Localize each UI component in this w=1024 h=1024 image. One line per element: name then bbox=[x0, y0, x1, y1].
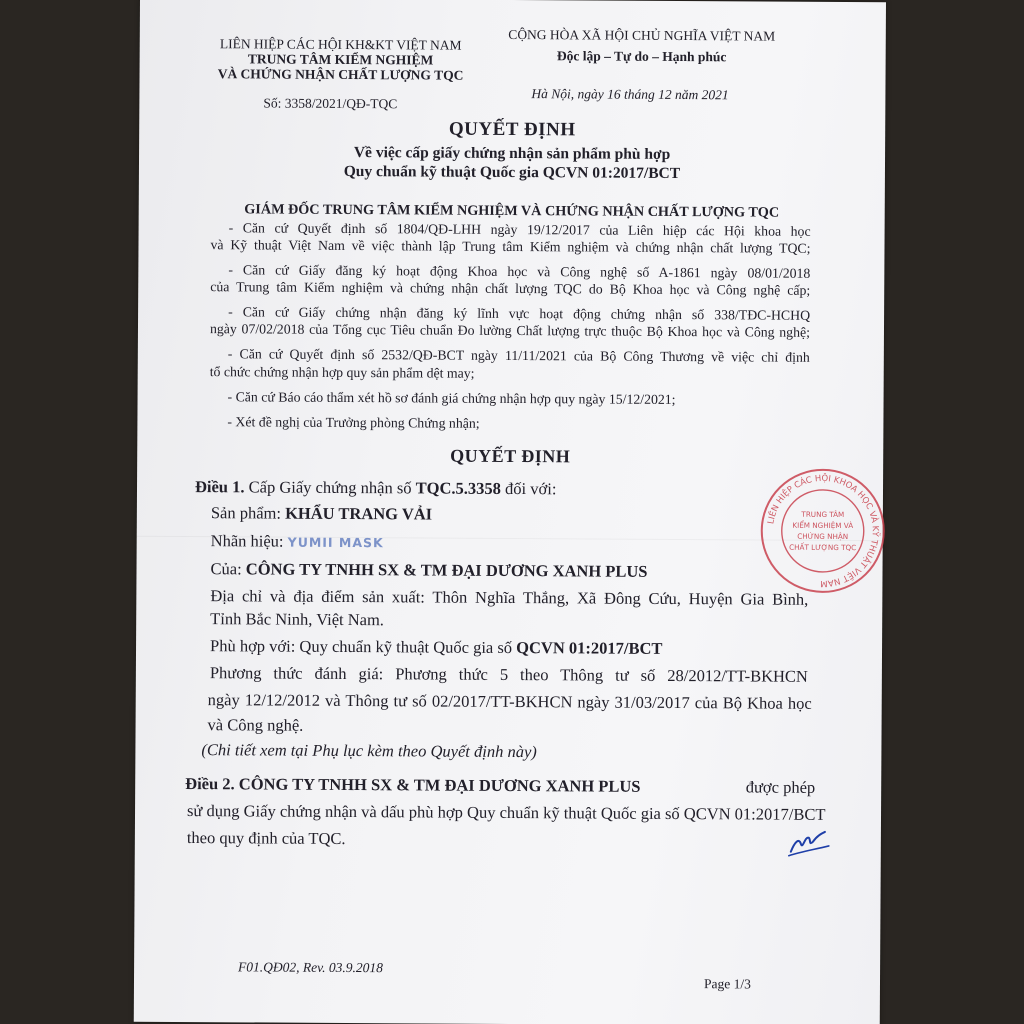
stamp-inner-line1: TRUNG TÂM bbox=[801, 509, 845, 520]
certificate-number: TQC.5.3358 bbox=[415, 478, 502, 498]
document-number: Số: 3358/2021/QĐ-TQC bbox=[263, 95, 398, 112]
article-2-line1-end: được phép bbox=[745, 777, 816, 797]
stamp-ring-text: LIÊN HIỆP CÁC HỘI KHOA HỌC VÀ KỸ THUẬT VIỆT NAM bbox=[766, 473, 880, 588]
org-name-line1: TRUNG TÂM KIỂM NGHIỆM bbox=[247, 51, 434, 68]
stamp-inner-line3: CHỨNG NHẬN bbox=[797, 531, 849, 542]
article-1-label: Điều 1. bbox=[194, 477, 245, 497]
basis-3-line1: - Căn cứ Giấy chứng nhận đăng ký lĩnh vực hoạt động chứng nhận số 338/TĐC-HCHQ bbox=[228, 304, 811, 323]
basis-5: - Căn cứ Báo cáo thẩm xét hồ sơ đánh giá chứng nhận hợp quy ngày 15/12/2021; bbox=[227, 389, 676, 408]
basis-6: - Xét đề nghị của Trưởng phòng Chứng nhận; bbox=[227, 414, 480, 431]
article-2-line1 bbox=[185, 774, 815, 798]
article-2-company: CÔNG TY TNHH SX & TM ĐẠI DƯƠNG XANH PLUS bbox=[234, 774, 641, 796]
basis-3-line2: ngày 07/02/2018 của Tổng cục Tiêu chuẩn Đo lường Chất lượng trực thuộc Bộ Khoa học và Công nghệ; bbox=[209, 321, 811, 340]
method-line1: Phương thức đánh giá: Phương thức 5 theo Thông tư số 28/2012/TT-BKHCN bbox=[209, 663, 808, 686]
document-subtitle-line2: Quy chuẩn kỹ thuật Quốc gia QCVN 01:2017/BCT bbox=[343, 162, 681, 183]
address-line2: Tỉnh Bắc Ninh, Việt Nam. bbox=[210, 609, 385, 630]
decision-page bbox=[134, 0, 886, 1024]
brand-logo: YUMII MASK bbox=[287, 534, 384, 551]
article-2-label: Điều 2. bbox=[185, 774, 235, 794]
stamp-outer-ring bbox=[761, 470, 884, 593]
product-label: Sản phẩm: bbox=[210, 503, 286, 523]
brand-line bbox=[211, 531, 384, 552]
stamp-inner-line2: KIỂM NGHIỆM VÀ bbox=[792, 520, 854, 531]
basis-2-line1: - Căn cứ Giấy đăng ký hoạt động Khoa học và Công nghệ số A-1861 ngày 08/01/2018 bbox=[228, 262, 811, 281]
form-code: F01.QĐ02, Rev. 03.9.2018 bbox=[238, 959, 383, 976]
appendix-note: (Chi tiết xem tại Phụ lục kèm theo Quyết định này) bbox=[201, 740, 537, 762]
method-line2: ngày 12/12/2012 và Thông tư số 02/2017/TT-BKHCN ngày 31/03/2017 của Bộ Khoa học bbox=[207, 690, 812, 713]
brand-label: Nhãn hiệu: bbox=[210, 531, 288, 551]
owner-name: CÔNG TY TNHH SX & TM ĐẠI DƯƠNG XANH PLUS bbox=[245, 559, 648, 581]
product-line bbox=[211, 503, 432, 524]
stamp-inner-ring bbox=[782, 490, 864, 572]
article-1-text: Cấp Giấy chứng nhận số bbox=[244, 477, 416, 498]
tqc-stamp bbox=[758, 467, 887, 596]
page-number: Page 1/3 bbox=[703, 976, 751, 992]
national-motto: Độc lập – Tự do – Hạnh phúc bbox=[556, 48, 727, 65]
product-name: KHẨU TRANG VẢI bbox=[285, 503, 433, 524]
document-title: QUYẾT ĐỊNH bbox=[448, 118, 576, 141]
national-title: CỘNG HÒA XÃ HỘI CHỦ NGHĨA VIỆT NAM bbox=[508, 26, 776, 44]
org-parent: LIÊN HIỆP CÁC HỘI KH&KT VIỆT NAM bbox=[219, 36, 462, 53]
article-2-line3: theo quy định của TQC. bbox=[186, 828, 346, 848]
conformity-standard: QCVN 01:2017/BCT bbox=[516, 638, 663, 658]
issue-date: Hà Nội, ngày 16 tháng 12 năm 2021 bbox=[531, 86, 729, 103]
org-name-line2: VÀ CHỨNG NHẬN CHẤT LƯỢNG TQC bbox=[217, 66, 464, 83]
owner-line bbox=[210, 559, 647, 582]
address-line1: Địa chỉ và địa điểm sản xuất: Thôn Nghĩa Thắng, Xã Đông Cứu, Huyện Gia Bình, bbox=[210, 586, 809, 609]
basis-1-line2: và Kỹ thuật Việt Nam về việc thành lập Trung tâm Kiểm nghiệm và chứng nhận chất lượng TQC; bbox=[210, 237, 811, 256]
document-subtitle-line1: Về việc cấp giấy chứng nhận sản phẩm phù hợp bbox=[353, 144, 671, 163]
initials-signature bbox=[785, 824, 833, 860]
stamp-inner-line4: CHẤT LƯỢNG TQC bbox=[789, 542, 857, 553]
decision-heading: QUYẾT ĐỊNH bbox=[450, 445, 571, 467]
basis-4-line2: tổ chức chứng nhận hợp quy sản phẩm dệt may; bbox=[209, 364, 475, 381]
conformity-label: Phù hợp với: Quy chuẩn kỹ thuật Quốc gia số bbox=[209, 636, 517, 658]
method-line3: và Công nghệ. bbox=[207, 715, 304, 735]
basis-4-line1: - Căn cứ Quyết định số 2532/QĐ-BCT ngày 11/11/2021 của Bộ Công Thương về việc chỉ định bbox=[227, 346, 810, 365]
basis-1-line1: - Căn cứ Quyết định số 1804/QĐ-LHH ngày 19/12/2017 của Liên hiệp các Hội khoa học bbox=[228, 220, 811, 239]
article-1-text-end: đối với: bbox=[500, 478, 557, 499]
basis-2-line2: của Trung tâm Kiểm nghiệm và chứng nhận chất lượng TQC do Bộ Khoa học và Công nghệ cấp; bbox=[210, 279, 811, 298]
conformity-line bbox=[210, 636, 663, 659]
owner-label: Của: bbox=[210, 559, 246, 579]
article-1-header bbox=[195, 477, 557, 499]
article-2-line2: sử dụng Giấy chứng nhận và dấu phù hợp Quy chuẩn kỹ thuật Quốc gia số QCVN 01:2017/BCT bbox=[186, 801, 826, 824]
director-heading: GIÁM ĐỐC TRUNG TÂM KIỂM NGHIỆM VÀ CHỨNG NHẬN CHẤT LƯỢNG TQC bbox=[244, 201, 780, 221]
